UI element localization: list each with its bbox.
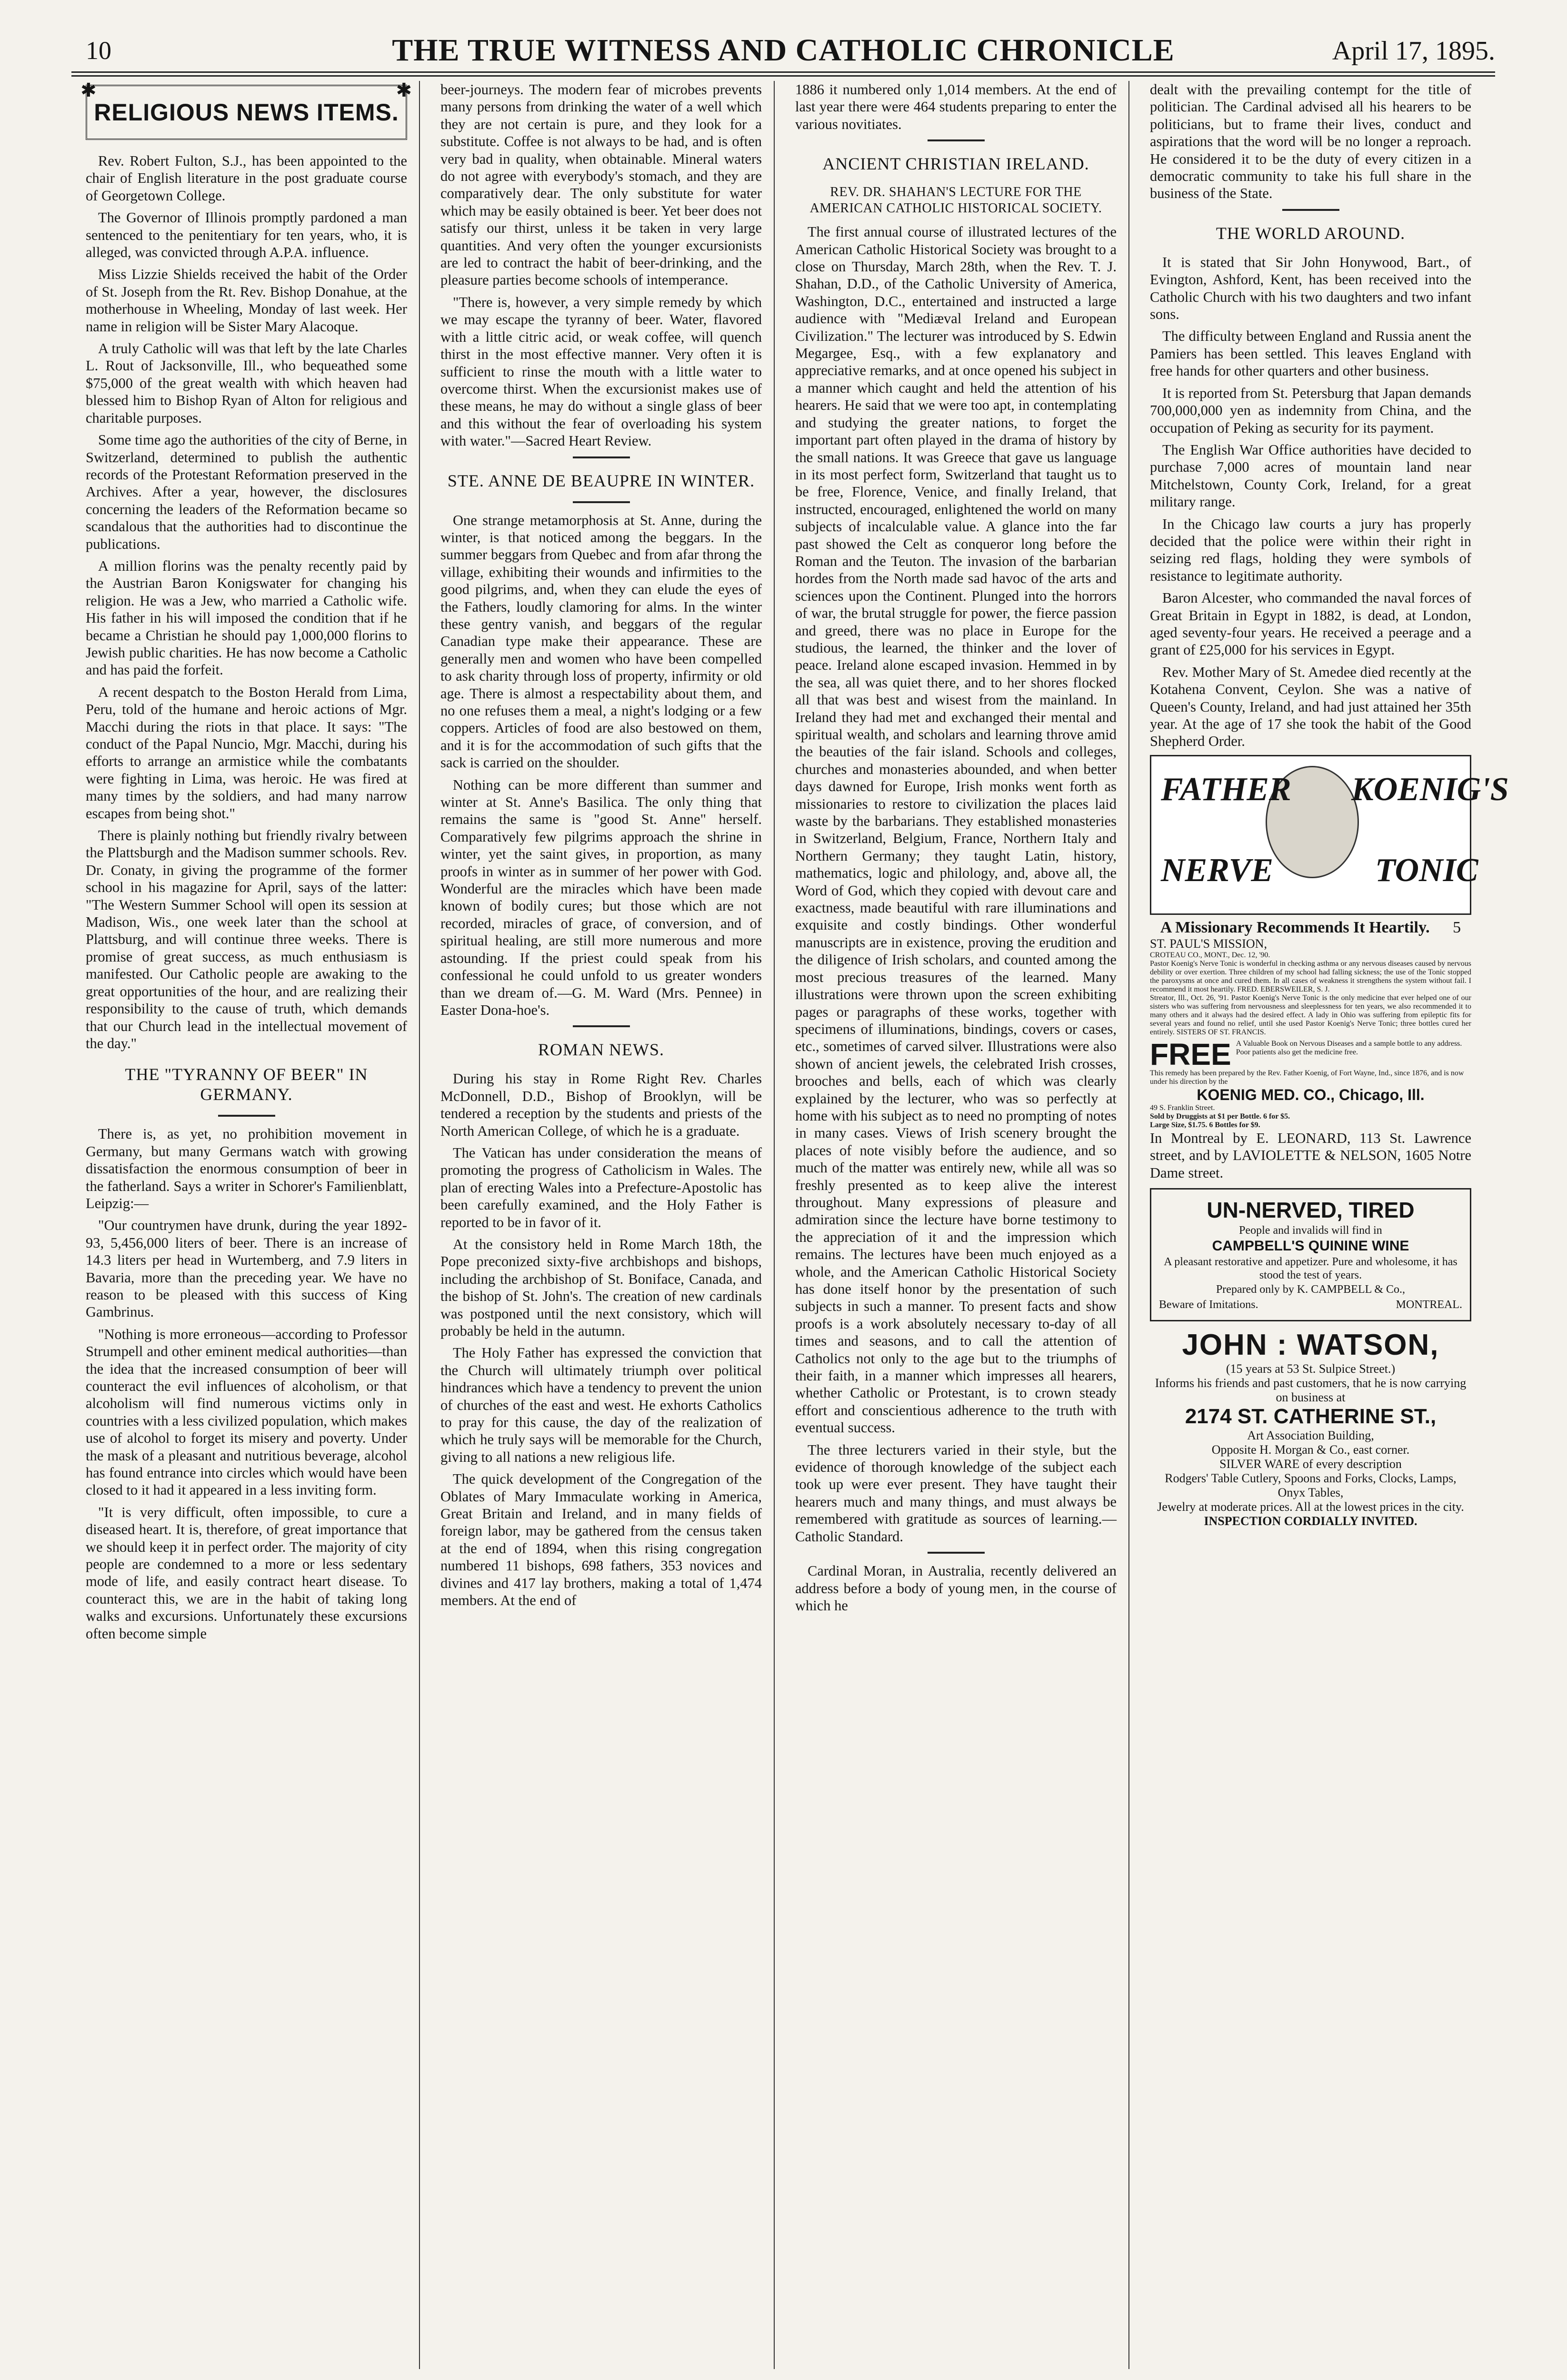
nerve-tonic-ad <box>1150 755 1509 1181</box>
ad-line: Sold by Druggists at $1 per Bottle. 6 for $5. <box>1150 1112 1290 1121</box>
column-separator <box>419 81 420 2369</box>
ad-number: 5 <box>1453 918 1461 936</box>
article-paragraph: "There is, however, a very simple remedy by which we may escape the tyranny of beer. Water, flavored with a little citric acid, or weak coffee, will quench thirst in the most effective manner. Very often it is sufficient to rinse the mouth with a little water to overcome thirst. When the excursionist makes use of these means, he may do without a single glass of beer and this without the fear of overloading his system with water."—Sacred Heart Review. <box>440 294 762 449</box>
ad-word: TONIC <box>1375 852 1478 889</box>
ad-line: CROTEAU CO., MONT., Dec. 12, '90. <box>1150 951 1270 959</box>
ad-testimonial: Pastor Koenig's Nerve Tonic is wonderful in checking asthma or any nervous diseases caused by nervous debility or over exertion. Three children of my school had falling sickness; the use of the Tonic stopped the paroxysms at once and cured them. In all cases of weakness it strengthens the system without fail. I recommend it most heartily. FRED. EBERSWEILER, S. J. <box>1150 959 1471 993</box>
section-box-heading <box>80 80 412 140</box>
header-rule-2 <box>71 75 1495 77</box>
ad-title: UN-NERVED, TIRED <box>1207 1198 1415 1223</box>
ad-line: This remedy has been prepared by the Rev. Father Koenig, of Fort Wayne, Ind., since 1876, and is now under his direction by the <box>1150 1069 1464 1086</box>
article-paragraph: The quick development of the Congregation of the Oblates of Mary Immaculate working in America, Great Britain and Ireland, and in many fields of foreign labor, may be gathered from the census taken at the end of 1894, when this rising congregation numbered 11 bishops, 698 fathers, 353 novices and divines and 417 lay brothers, making a total of 1,474 members. At the end of <box>440 1471 762 1609</box>
ad-line: Rodgers' Table Cutlery, Spoons and Forks, Clocks, Lamps, Onyx Tables, <box>1165 1471 1457 1500</box>
ad-line: Beware of Imitations. <box>1159 1299 1258 1311</box>
ad-line: MONTREAL. <box>1396 1299 1462 1311</box>
ad-line: A pleasant restorative and appetizer. Pure and wholesome, it has stood the test of years. <box>1164 1256 1457 1282</box>
article-paragraph: The three lecturers varied in their style, but the evidence of thorough knowledge of the subject each took up were ever present. They have taught their hearers much and many things, and must always be remembered with gratitude as sources of learning.—Catholic Standard. <box>795 1441 1117 1545</box>
article-paragraph: It is reported from St. Petersburg that Japan demands 700,000,000 yen as indemnity from China, and the occupation of Peking as security for its payment. <box>1150 385 1471 436</box>
divider <box>928 139 985 141</box>
ad-line: CAMPBELL'S QUININE WINE <box>1212 1238 1409 1254</box>
ad-heading <box>1150 919 1471 937</box>
ad-testimonial: Streator, Ill., Oct. 26, '91. Pastor Koenig's Nerve Tonic is the only medicine that ever helped one of our sisters who was suffering from nervousness and sleeplessness for ten years, we also recommended it to many others and it always had the desired effect. A lady in Ohio was suffering from epileptic fits for several years and found no relief, until she used Pastor Koenig's Nerve Tonic; three bottles cured her entirely. SISTERS OF ST. FRANCIS. <box>1150 993 1471 1036</box>
article-heading: THE "TYRANNY OF BEER" IN GERMANY. <box>125 1065 368 1104</box>
masthead: THE TRUE WITNESS AND CATHOLIC CHRONICLE <box>392 33 1175 68</box>
article-paragraph: The first annual course of illustrated lectures of the American Catholic Historical Society was brought to a close on Thursday, March 28th, when the Rev. T. J. Shahan, D.D., of the Catholic University of America, Washington, D.C., entertained and instructed a large audience with "Mediæval Ireland and European Civilization." The lecturer was introduced by S. Edwin Megargee, Esq., with a few explanatory and appreciative remarks, and at once opened his subject in a manner which caught and held the attention of his hearers. He said that we were too apt, in contemplating and studying the greater nations, to forget the important part often played in the drama of history by the small nations. It was Greece that gave us language in its most perfect form, Switzerland that taught us to be free, Florence, Venice, and finally Ireland, that instructed, encouraged, enlightened the world on many subjects of incalculable value. A glance into the far past showed the Celt as conqueror long before the Roman and the Teuton. The invasion of the barbarian hordes from the North made sad havoc of the arts and sciences upon the Continent. Plunged into the horrors of war, the brutal struggle for power, the fierce passion and greed, there was no place in Europe for the studious, the learned, the thinker and the lover of peace. Ireland alone escaped invasion. Hemmed in by the sea, all was quiet there, and to her shores flocked all that was best and wisest from the mainland. In Ireland they had met and exchanged their mental and spiritual wealth, and scholars and learning throve amid the beauties of the fair island. Schools and colleges, churches and monasteries abounded, and when better days dawned for Europe, Irish monks went forth as missionaries to restore to civilization the places laid waste by the barbarians. They established monasteries in Switzerland, Belgium, France, Northern Italy and Northern Germany; they taught Latin, history, mathematics, logic and philology, and, above all, the Word of God, which they copied with devout care and exactness, made beautiful with rare illuminations and exquisite and costly bindings. Other wonderful manuscripts are in existence, proving the erudition and the diligence of Irish scholars, and counted among the most precious treasures of the learned. Many illustrations were thrown upon the screen exhibiting pages or paragraphs of these works, together with specimens of illuminations, bindings, covers or cases, etc., sometimes of carved silver. Illustrations were also shown of ancient jewels, the celebrated Irish crosses, brooches and bells, each of which was clearly explained by the lecturer, who was so perfectly at home with his subject as to need no prompting of notes in many cases. Views of Irish scenery brought the places of note visibly before the audience, and so much of the matter was entirely new, while all was so freshly presented as to keep alive the interest throughout. Many expressions of pleasure and admiration since the lecture have borne testimony to the appreciation of it and the impression which remains. The lectures have been much enjoyed as a whole, and the American Catholic Historical Society has done itself honor by the presentation of such subjects in such a manner. To present facts and show proofs is a work absolutely necessary to-day of all times and seasons, and to call the attention of Catholics not only to the age but to the triumphs of their faith, in a manner which impresses all hearers, whether Catholic or Protestant, is to crown steady effort and conscientious adherence to the truth with eventual success. <box>795 224 1117 1436</box>
divider <box>1282 209 1339 211</box>
divider <box>928 1552 985 1554</box>
ad-word: NERVE <box>1161 852 1274 889</box>
article-paragraph: The difficulty between England and Russia anent the Pamiers has been settled. This leaves England with free hands for other quarters and other business. <box>1150 328 1471 379</box>
article-paragraph: Baron Alcester, who commanded the naval forces of Great Britain in Egypt in 1882, is dead, at London, aged seventy-four years. He received a peerage and a grant of £25,000 for his services in Egypt. <box>1150 590 1471 658</box>
ad-line: SILVER WARE of every description <box>1219 1457 1402 1471</box>
page-number: 10 <box>86 36 111 65</box>
ad-line: A Valuable Book on Nervous Diseases and a sample bottle to any address. Poor patients also get the medicine free. <box>1236 1039 1462 1056</box>
ad-word: FATHER <box>1161 771 1291 808</box>
article-paragraph: The Vatican has under consideration the means of promoting the progress of Catholicism in Wales. The plan of erecting Wales into a Prefecture-Apostolic has been carefully examined, and the Holy Father is reported to be in favor of it. <box>440 1144 762 1230</box>
article-paragraph: A recent despatch to the Boston Herald from Lima, Peru, told of the humane and heroic actions of Mgr. Macchi during the riots in that place. It says: "The conduct of the Papal Nuncio, Mgr. Macchi, during his efforts to arrange an armistice while the combatants were fighting in Lima, was heroic. He was fired at many times by the soldiers, and had many narrow escapes from being shot." <box>86 684 407 822</box>
divider <box>218 1115 275 1117</box>
ad-line: (15 years at 53 St. Sulpice Street.) <box>1226 1362 1396 1376</box>
column-3 <box>795 81 1117 2374</box>
article-paragraph: There is, as yet, no prohibition movement in Germany, but many Germans watch with growing dissatisfaction the enormous consumption of beer in the fatherland. Says a writer in Schorer's Familienblatt, Leipzig:— <box>86 1126 407 1211</box>
article-paragraph: There is plainly nothing but friendly rivalry between the Plattsburgh and the Madison summer schools. Rev. Dr. Conaty, in giving the programme of the former school in his magazine for April, says of the latter: "The Western Summer School will open its session at Madison, Wis., one week later than the school at Plattsburg, and will continue three weeks. There is promise of great success, as much enthusiasm is manifested. Our Catholic people are awaking to the great opportunities of the hour, and are realizing their responsibility to the cause of truth, which demands that our Church lead in the intellectual movement of the day." <box>86 827 407 1051</box>
header-rule <box>71 71 1495 73</box>
issue-date: April 17, 1895. <box>1332 36 1495 66</box>
star-icon: ✱ <box>396 80 412 101</box>
star-icon: ✱ <box>80 80 97 101</box>
article-paragraph: "Our countrymen have drunk, during the year 1892-93, 5,456,000 liters of beer. There is an increase of 14.3 liters per head in Wurtemberg, and 7.9 liters in Bavaria, more than the preceding year. We have no reason to be pleased with this success of King Gambrinus. <box>86 1217 407 1320</box>
article-paragraph: dealt with the prevailing contempt for the title of politician. The Cardinal advised all his hearers to be politicians, but to frame their lives, conduct and aspirations that the word will be no longer a reproach. He considered it to be the duty of every citizen in a democratic community to take his full share in the business of the State. <box>1150 81 1471 202</box>
ad-line: People and invalids will find in <box>1239 1224 1382 1237</box>
article-paragraph: In the Chicago law courts a jury has properly decided that the police were within their right in seizing red flags, holding they were symbols of resistance to legitimate authority. <box>1150 516 1471 584</box>
free-label: FREE <box>1150 1037 1231 1071</box>
article-paragraph: Rev. Mother Mary of St. Amedee died recently at the Kotahena Convent, Ceylon. She was a native of Queen's County, Ireland, and had just attained her 35th year. At the age of 17 she took the habit of the Good Shepherd Order. <box>1150 664 1471 750</box>
article-heading: ANCIENT CHRISTIAN IRELAND. <box>822 154 1089 174</box>
ad-line: Art Association Building, <box>1247 1428 1374 1443</box>
article-heading: THE WORLD AROUND. <box>1216 223 1406 243</box>
ad-company: KOENIG MED. CO., Chicago, Ill. <box>1197 1086 1425 1103</box>
article-paragraph: Cardinal Moran, in Australia, recently delivered an address before a body of young men, in the course of which he <box>795 1563 1117 1614</box>
ad-paragraph: In Montreal by E. LEONARD, 113 St. Lawrence street, and by LAVIOLETTE & NELSON, 1605 Notre Dame street. <box>1150 1130 1471 1181</box>
column-separator <box>774 81 775 2369</box>
article-heading: ROMAN NEWS. <box>538 1040 664 1060</box>
article-paragraph: The English War Office authorities have decided to purchase 7,000 acres of mountain land near Mitchelstown, County Cork, Ireland, for a great military range. <box>1150 441 1471 510</box>
article-paragraph: 1886 it numbered only 1,014 members. At the end of last year there were 464 students preparing to enter the various novitiates. <box>795 81 1117 132</box>
ad-line: ST. PAUL'S MISSION, <box>1150 936 1267 951</box>
column-2 <box>440 81 762 2374</box>
article-paragraph: The Holy Father has expressed the conviction that the Church will ultimately triumph over political hindrances which have a tendency to prevent the union of churches of the east and west. He exhorts Catholics to pray for this cause, the day of the realization of which he truly says will be memorable for the Church, giving to all nations a new religious life. <box>440 1345 762 1465</box>
section-title: RELIGIOUS NEWS ITEMS. <box>94 99 399 126</box>
article-paragraph: Nothing can be more different than summer and winter at St. Anne's Basilica. The only thing that remains the same is "good St. Anne" herself. Comparatively few pilgrims approach the shrine in winter, yet the saint gives, in proportion, as many proofs in winter as in summer of her power with God. Wonderful are the miracles which have been made known of bodily cures; but those which are not recorded, miracles of grace, of conversion, and of spiritual healing, are still more numerous and more astounding. If the priest could speak from his confessional he could unfold to us greater wonders than we dream of.—G. M. Ward (Mrs. Pennee) in Easter Dona-hoe's. <box>440 776 762 1018</box>
ad-line: INSPECTION CORDIALLY INVITED. <box>1204 1514 1417 1528</box>
ad-line: Prepared only by K. CAMPBELL & Co., <box>1216 1283 1406 1296</box>
article-paragraph: During his stay in Rome Right Rev. Charles McDonnell, D.D., Bishop of Brooklyn, will be tendered a reception by the students and priests of the North American College, of which he is a graduate. <box>440 1071 762 1139</box>
ad-footer <box>1159 1297 1462 1312</box>
ad-line: Opposite H. Morgan & Co., east corner. <box>1211 1443 1410 1457</box>
article-paragraph: Rev. Robert Fulton, S.J., has been appointed to the chair of English literature in the post graduate course of Georgetown College. <box>86 153 407 204</box>
ad-line: Jewelry at moderate prices. All at the lowest prices in the city. <box>1157 1500 1464 1514</box>
free-offer <box>1150 1037 1471 1071</box>
divider <box>573 501 630 503</box>
page-header <box>71 19 1495 71</box>
article-heading: STE. ANNE DE BEAUPRE IN WINTER. <box>447 471 755 490</box>
column-4 <box>1150 81 1509 2374</box>
column-1 <box>80 80 412 2374</box>
quinine-wine-ad <box>1150 1188 1471 1321</box>
ad-line: Informs his friends and past customers, that he is now carrying on business at <box>1155 1376 1467 1405</box>
article-paragraph: "Nothing is more erroneous—according to Professor Strumpell and other eminent medical authorities—than the idea that the increased consumption of beer will counteract the evil influences of alcoholism, or that alcoholism will find numerous victims only in countries with a less civilized population, which makes use of alcohol to forget its misery and poverty. Under the mask of a pleasant and nutritious beverage, alcohol has found entrance into circles which would have been closed to it had it appeared in a less inviting form. <box>86 1326 407 1498</box>
article-paragraph: "It is very difficult, often impossible, to cure a diseased heart. It is, therefore, of great importance that we should keep it in perfect order. The majority of city people are condemned to a more or less sedentary mode of life, and easily contract heart disease. To counteract this, we are in the habit of taking long walks and excursions. Unfortunately these excursions often become simple <box>86 1504 407 1642</box>
divider <box>573 456 630 458</box>
ad-line: Large Size, $1.75. 6 Bottles for $9. <box>1150 1121 1260 1129</box>
ad-line: 49 S. Franklin Street. <box>1150 1103 1215 1112</box>
ad-heading-text: A Missionary Recommends It Heartily. <box>1160 918 1430 936</box>
article-paragraph: The Governor of Illinois promptly pardoned a man sentenced to the penitentiary for ten years, who, it is alleged, was convicted through A.P.A. influence. <box>86 209 407 261</box>
column-separator <box>1128 81 1129 2369</box>
ad-title: JOHN : WATSON, <box>1182 1329 1439 1362</box>
article-paragraph: A truly Catholic will was that left by the late Charles L. Rout of Jacksonville, Ill., who bequeathed some $75,000 of the great wealth with which heaven had blessed him to Bishop Ryan of Alton for religious and charitable purposes. <box>86 340 407 426</box>
article-paragraph: It is stated that Sir John Honywood, Bart., of Evington, Ashford, Kent, has been received into the Catholic Church with his two daughters and two infant sons. <box>1150 254 1471 323</box>
article-paragraph: beer-journeys. The modern fear of microbes prevents many persons from drinking the water of a well which they are not certain is pure, and they look for a substitute. Coffee is not always to be had, and is often very bad in quality, when obtainable. Mineral waters do not agree with everybody's stomach, and they are comparatively dear. The only substitute for water which may be easily obtained is beer. Yet beer does not satisfy our thirst, unless it be taken in very large quantities. And very often the younger excursionists are led to contract the habit of beer-drinking, and the pleasure parties become schools of intemperance. <box>440 81 762 288</box>
divider <box>573 1025 630 1027</box>
nerve-tonic-ad-illustration <box>1150 755 1509 915</box>
ad-address: 2174 ST. CATHERINE ST., <box>1185 1405 1437 1428</box>
article-paragraph: A million florins was the penalty recently paid by the Austrian Baron Konigswater for changing his religion. He was a Jew, who married a Catholic wife. His father in his will imposed the condition that if he became a Christian he should pay 1,000,000 florins to Jewish public charities. He has now become a Catholic and has paid the forfeit. <box>86 557 407 678</box>
article-paragraph: One strange metamorphosis at St. Anne, during the winter, is that noticed among the beggars. In the summer beggars from Quebec and from afar throng the village, exhibiting their wounds and infirmities to the good pilgrims, and, when they can elude the eyes of the Fathers, loudly clamoring for alms. In the winter these gentry vanish, and beggars of the regular Canadian type make their appearance. These are generally men and women who have been compelled to ask charity through loss of property, infirmity or old age. There is almost a respectability about them, and no one refuses them a meal, a night's lodging or a few coppers. Articles of food are also bestowed on them, and it is for the accommodation of such gifts that the sack is carried on the shoulder. <box>440 512 762 771</box>
article-paragraph: At the consistory held in Rome March 18th, the Pope preconized sixty-five archbishops and bishops, including the archbishop of St. Boniface, Canada, and the bishop of St. John's. The creation of new cardinals was postponed until the next consistory, which will probably be held in the autumn. <box>440 1236 762 1339</box>
ad-word: KOENIG'S <box>1351 771 1509 808</box>
watson-ad <box>1150 1328 1471 1528</box>
article-paragraph: Miss Lizzie Shields received the habit of the Order of St. Joseph from the Rt. Rev. Bishop Donahue, at the motherhouse in Wheeling, Monday of last week. Her name in religion will be Sister Mary Alacoque. <box>86 266 407 335</box>
article-subheading: REV. DR. SHAHAN'S LECTURE FOR THE AMERICAN CATHOLIC HISTORICAL SOCIETY. <box>809 185 1102 216</box>
article-paragraph: Some time ago the authorities of the city of Berne, in Switzerland, determined to publish the authentic records of the Protestant Reformation preserved in the Archives. After a year, however, the disclosures concerning the leaders of the Reformation became so scandalous that the authorities had to discontinue the publications. <box>86 432 407 552</box>
